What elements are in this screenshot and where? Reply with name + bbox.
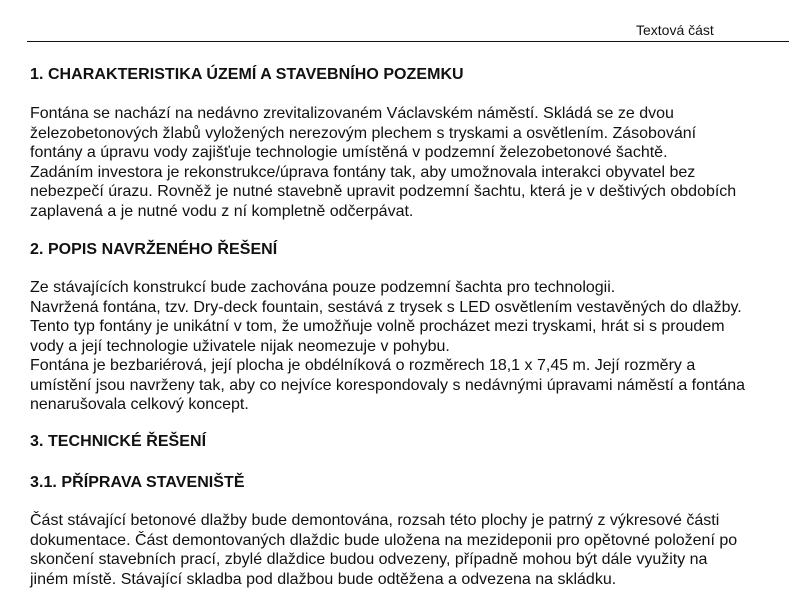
text-line: vody a její technologie uživatele nijak neomezuje v pohybu. (30, 337, 450, 355)
text-line: Část stávající betonové dlažby bude demontována, rozsah této plochy je patrný z výkresové části (30, 512, 720, 529)
section-2-heading: 2. POPIS NAVRŽENÉHO ŘEŠENÍ (30, 241, 278, 258)
text-line: železobetonových žlabů vyložených nerezovým plechem s tryskami a osvětlením. Zásobování (30, 124, 697, 142)
document-header-label: Textová část (636, 22, 714, 38)
section-3-1-heading: 3.1. PŘÍPRAVA STAVENIŠTĚ (30, 474, 245, 491)
text-line: Navržená fontána, tzv. Dry-deck fountain, sestává z trysek s LED osvětlením vestavěných do dlažby. (30, 298, 742, 316)
text-line: dokumentace. Část demontovaných dlaždic bude uložena na mezideponii pro opětovné položení po (30, 531, 738, 549)
text-line: skončení stavebních prací, zbylé dlaždice budou odvezeny, případně mohou být dále využity na (30, 551, 708, 568)
text-line: zaplavená a je nutné vodu z ní kompletně odčerpávat. (30, 202, 414, 220)
text-line: umístění jsou navrženy tak, aby co nejvíce korespondovaly s nedávnými úpravami náměstí a fontána (30, 376, 746, 394)
section-1-paragraph (30, 104, 736, 221)
text-line: nebezpečí úrazu. Rovněž je nutné stavebně upravit podzemní šachtu, která je v deštivých obdobích (30, 183, 737, 200)
text-line: fontány a úpravu vody zajišťuje technologie umístěná v podzemní železobetonové šachtě. (30, 144, 668, 161)
text-line: nenarušovala celkový koncept. (30, 396, 249, 413)
text-line: Zadáním investora je rekonstrukce/úprava fontány tak, aby umožnovala interakci obyvatel bez (30, 163, 696, 181)
header-divider (27, 41, 789, 42)
section-3-1-paragraph (30, 511, 737, 589)
text-line: jiném místě. Stávající skladba pod dlažbou bude odtěžena a odvezena na skládku. (30, 570, 617, 588)
text-line: Fontána je bezbariérová, její plocha je obdélníková o rozměrech 18,1 x 7,45 m. Její rozměry a (30, 357, 696, 374)
section-1-heading: 1. CHARAKTERISTIKA ÚZEMÍ A STAVEBNÍHO POZEMKU (30, 66, 464, 83)
text-line: Ze stávajících konstrukcí bude zachována pouze podzemní šachta pro technologii. (30, 279, 616, 296)
section-2-paragraph (30, 278, 745, 415)
section-3-heading: 3. TECHNICKÉ ŘEŠENÍ (30, 433, 207, 450)
text-line: Fontána se nachází na nedávno zrevitalizovaném Václavském náměstí. Skládá se ze dvou (30, 105, 674, 122)
text-line: Tento typ fontány je unikátní v tom, že umožňuje volně procházet mezi tryskami, hrát si s proudem (30, 318, 725, 335)
